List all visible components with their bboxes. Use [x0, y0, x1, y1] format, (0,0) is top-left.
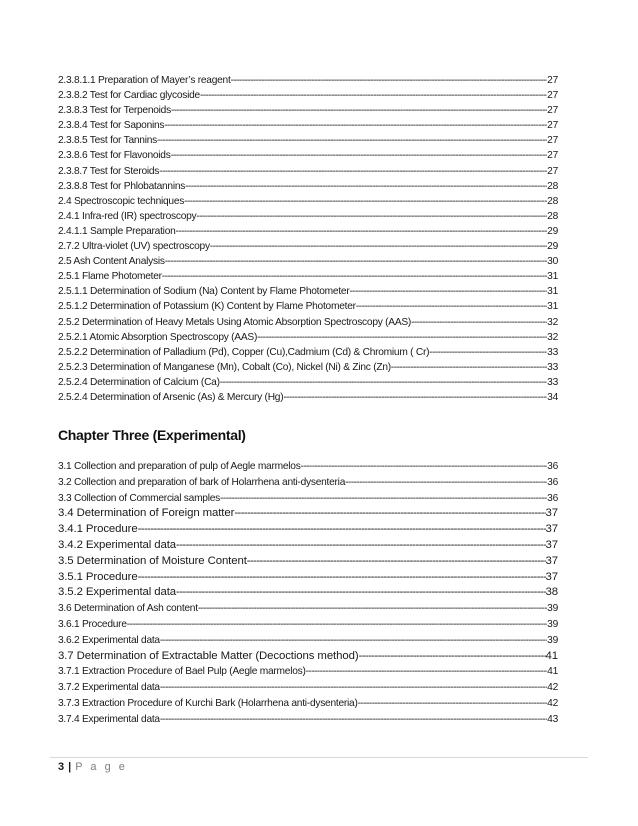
toc-entry[interactable] — [58, 164, 558, 179]
toc-entry-page-number: 33 — [547, 361, 558, 373]
toc-entry-title: 3.4.2 Experimental data — [58, 538, 177, 551]
toc-entry-page-number: 27 — [547, 90, 558, 102]
toc-entry[interactable] — [58, 103, 558, 118]
toc-dot-leader — [257, 330, 547, 345]
toc-entry-page-number: 37 — [545, 570, 558, 583]
toc-entry-title: 3.7.4 Experimental data — [58, 713, 160, 725]
toc-entry-page-number: 37 — [545, 507, 558, 520]
toc-entry-title: 2.5 Ash Content Analysis — [58, 256, 165, 268]
toc-entry[interactable] — [58, 375, 558, 390]
toc-entry[interactable] — [58, 224, 558, 239]
toc-entry-title: 3.7.3 Extraction Procedure of Kurchi Bark (Holarrhena anti-dysenteria) — [58, 697, 358, 709]
toc-dot-leader — [234, 506, 545, 522]
toc-dot-leader — [429, 345, 547, 360]
toc-entry-page-number: 29 — [547, 225, 558, 237]
toc-dot-leader — [220, 375, 547, 390]
toc-dot-leader — [160, 712, 547, 728]
toc-dot-leader — [358, 696, 548, 712]
toc-dot-leader — [200, 88, 547, 103]
toc-entry-page-number: 31 — [547, 271, 558, 283]
toc-dot-leader — [196, 209, 547, 224]
toc-entry-page-number: 36 — [547, 461, 558, 472]
toc-entry-page-number: 27 — [547, 150, 558, 162]
toc-entry[interactable] — [58, 633, 558, 649]
toc-entry-page-number: 33 — [547, 346, 558, 358]
toc-entry-title: 3.6.1 Procedure — [58, 618, 127, 630]
toc-entry-title: 3.3 Collection of Commercial samples — [58, 492, 220, 504]
toc-entry-page-number: 36 — [547, 492, 558, 504]
toc-dot-leader — [283, 390, 547, 405]
toc-entry[interactable] — [58, 239, 558, 254]
toc-dot-leader — [160, 633, 547, 649]
toc-dot-leader — [231, 73, 548, 88]
toc-dot-leader — [391, 360, 547, 375]
toc-entry-title: 2.5.2 Determination of Heavy Metals Using Atomic Absorption Spectroscopy (AAS) — [58, 316, 412, 328]
toc-dot-leader — [127, 617, 547, 633]
toc-dot-leader — [157, 133, 547, 148]
toc-entry[interactable] — [58, 133, 558, 148]
toc-entry-title: 3.5 Determination of Moisture Content — [58, 554, 247, 567]
toc-entry-title: 3.2 Collection and preparation of bark of Holarrhena anti-dysenteria — [58, 476, 346, 488]
toc-entry-page-number: 28 — [547, 195, 558, 207]
toc-dot-leader — [210, 239, 547, 254]
toc-entry-page-number: 33 — [547, 376, 558, 388]
toc-dot-leader — [301, 459, 548, 475]
toc-entry[interactable] — [58, 269, 558, 284]
toc-entry[interactable] — [58, 522, 558, 538]
toc-entry-page-number: 27 — [547, 135, 558, 147]
toc-entry-title: 2.5.1 Flame Photometer — [58, 271, 162, 283]
page-footer — [58, 761, 127, 773]
toc-dot-leader — [198, 601, 547, 617]
toc-entry-page-number: 41 — [547, 666, 558, 678]
toc-entry-page-number: 37 — [545, 523, 558, 536]
toc-entry-title: 2.5.2.4 Determination of Calcium (Ca) — [58, 376, 220, 388]
toc-dot-leader — [176, 224, 548, 239]
toc-entry[interactable] — [58, 506, 558, 522]
toc-entry-page-number: 32 — [547, 331, 558, 343]
toc-entry[interactable] — [58, 330, 558, 345]
toc-entry[interactable] — [58, 254, 558, 269]
toc-dot-leader — [349, 284, 547, 299]
toc-dot-leader — [138, 570, 546, 586]
toc-entry-title: 2.3.8.7 Test for Steroids — [58, 165, 160, 177]
toc-entry-title: 3.7.1 Extraction Procedure of Bael Pulp (Aegle marmelos) — [58, 666, 306, 678]
toc-entry[interactable] — [58, 299, 558, 314]
toc-entry[interactable] — [58, 390, 558, 405]
toc-entry[interactable] — [58, 118, 558, 133]
toc-entry-title: 2.3.8.1.1 Preparation of Mayer’s reagent — [58, 75, 231, 86]
toc-entry[interactable] — [58, 209, 558, 224]
footer-page-number: 3 — [58, 761, 65, 773]
toc-entry-title: 3.5.1 Procedure — [58, 570, 138, 583]
toc-dot-leader — [159, 164, 547, 179]
toc-entry-title: 2.5.2.2 Determination of Palladium (Pd), Copper (Cu),Cadmium (Cd) & Chromium ( Cr) — [58, 346, 430, 358]
toc-entry-title: 2.5.2.1 Atomic Absorption Spectroscopy (AAS) — [58, 331, 258, 343]
toc-entry-title: 3.1 Collection and preparation of pulp of Aegle marmelos — [58, 461, 301, 472]
toc-entry[interactable] — [58, 538, 558, 554]
toc-entry-title: 2.3.8.6 Test for Flavonoids — [58, 150, 171, 162]
toc-entry[interactable] — [58, 475, 558, 491]
toc-entry-title: 2.5.2.3 Determination of Manganese (Mn), Cobalt (Co), Nickel (Ni) & Zinc (Zn) — [58, 361, 391, 373]
toc-entry[interactable] — [58, 194, 558, 209]
toc-dot-leader — [345, 475, 547, 491]
toc-entry-page-number: 39 — [547, 634, 558, 646]
toc-entry-page-number: 29 — [547, 241, 558, 253]
toc-entry-title: 3.5.2 Experimental data — [58, 586, 177, 599]
toc-dot-leader — [165, 254, 547, 269]
chapter-heading: Chapter Three (Experimental) — [58, 427, 246, 443]
toc-section-chapter-two — [58, 73, 558, 405]
toc-dot-leader — [306, 664, 548, 680]
toc-entry[interactable] — [58, 554, 558, 570]
toc-entry[interactable] — [58, 491, 558, 507]
toc-entry-title: 2.7.2 Ultra-violet (UV) spectroscopy — [58, 241, 210, 253]
toc-entry-page-number: 38 — [545, 586, 558, 599]
toc-entry-page-number: 37 — [545, 538, 558, 551]
toc-entry-page-number: 28 — [547, 180, 558, 192]
toc-entry-page-number: 39 — [547, 603, 558, 615]
toc-entry-page-number: 34 — [547, 391, 558, 403]
toc-dot-leader — [359, 649, 546, 665]
toc-entry-page-number: 28 — [547, 210, 558, 222]
toc-entry[interactable] — [58, 345, 558, 360]
toc-dot-leader — [160, 680, 547, 696]
toc-entry[interactable] — [58, 585, 558, 601]
toc-entry-page-number: 36 — [547, 476, 558, 488]
toc-entry-title: 3.4.1 Procedure — [58, 523, 138, 536]
toc-dot-leader — [184, 194, 547, 209]
toc-entry-page-number: 39 — [547, 618, 558, 630]
toc-entry-title: 2.4.1.1 Sample Preparation — [58, 225, 176, 237]
toc-entry-title: 3.4 Determination of Foreign matter — [58, 507, 235, 520]
footer-divider — [50, 757, 588, 758]
toc-entry-page-number: 37 — [545, 554, 558, 567]
toc-entry-page-number: 32 — [547, 316, 558, 328]
toc-dot-leader — [164, 118, 547, 133]
toc-entry[interactable] — [58, 617, 558, 633]
toc-entry[interactable] — [58, 179, 558, 194]
toc-entry-title: 2.5.1.1 Determination of Sodium (Na) Content by Flame Photometer — [58, 286, 350, 298]
toc-dot-leader — [356, 299, 547, 314]
toc-entry[interactable] — [58, 73, 558, 88]
toc-entry-title: 2.3.8.5 Test for Tannins — [58, 135, 157, 147]
toc-entry[interactable] — [58, 88, 558, 103]
toc-entry-title: 3.6.2 Experimental data — [58, 634, 160, 646]
footer-separator: | — [68, 761, 72, 773]
toc-entry-page-number: 42 — [547, 697, 558, 709]
toc-dot-leader — [411, 315, 547, 330]
toc-entry[interactable] — [58, 680, 558, 696]
toc-entry-page-number: 27 — [547, 165, 558, 177]
toc-entry-page-number: 27 — [547, 75, 558, 86]
toc-entry[interactable] — [58, 570, 558, 586]
toc-entry[interactable] — [58, 601, 558, 617]
toc-dot-leader — [220, 491, 547, 507]
toc-entry-title: 2.3.8.4 Test for Saponins — [58, 120, 165, 132]
toc-entry-page-number: 41 — [545, 649, 558, 662]
toc-dot-leader — [247, 554, 546, 570]
toc-entry-page-number: 43 — [547, 713, 558, 725]
toc-dot-leader — [171, 148, 548, 163]
toc-entry-title: 2.3.8.8 Test for Phlobatannins — [58, 180, 186, 192]
toc-entry[interactable] — [58, 664, 558, 680]
toc-dot-leader — [171, 103, 547, 118]
toc-entry[interactable] — [58, 696, 558, 712]
toc-entry[interactable] — [58, 649, 558, 665]
toc-entry-page-number: 31 — [547, 286, 558, 298]
footer-page-label: P a g e — [75, 761, 128, 773]
toc-entry-title: 2.4 Spectroscopic techniques — [58, 195, 185, 207]
toc-entry-title: 2.5.1.2 Determination of Potassium (K) Content by Flame Photometer — [58, 301, 356, 313]
toc-entry-title: 2.4.1 Infra-red (IR) spectroscopy — [58, 210, 197, 222]
toc-dot-leader — [138, 522, 546, 538]
toc-section-chapter-three — [58, 459, 558, 728]
toc-entry[interactable] — [58, 148, 558, 163]
toc-entry[interactable] — [58, 459, 558, 475]
toc-entry-page-number: 31 — [547, 301, 558, 313]
toc-entry-title: 2.3.8.3 Test for Terpenoids — [58, 105, 171, 117]
toc-dot-leader — [176, 585, 546, 601]
toc-entry-page-number: 42 — [547, 682, 558, 694]
toc-entry-page-number: 27 — [547, 105, 558, 117]
toc-dot-leader — [185, 179, 547, 194]
toc-entry-title: 3.7.2 Experimental data — [58, 682, 160, 694]
toc-entry[interactable] — [58, 712, 558, 728]
toc-entry-title: 2.3.8.2 Test for Cardiac glycoside — [58, 90, 200, 102]
toc-dot-leader — [176, 538, 546, 554]
toc-entry[interactable] — [58, 284, 558, 299]
toc-dot-leader — [162, 269, 547, 284]
toc-entry-title: 3.7 Determination of Extractable Matter (Decoctions method) — [58, 649, 359, 662]
toc-entry[interactable] — [58, 315, 558, 330]
toc-entry[interactable] — [58, 360, 558, 375]
toc-entry-page-number: 27 — [547, 120, 558, 132]
toc-entry-title: 2.5.2.4 Determination of Arsenic (As) & Mercury (Hg) — [58, 391, 284, 403]
toc-entry-page-number: 30 — [547, 256, 558, 268]
toc-entry-title: 3.6 Determination of Ash content — [58, 603, 198, 615]
